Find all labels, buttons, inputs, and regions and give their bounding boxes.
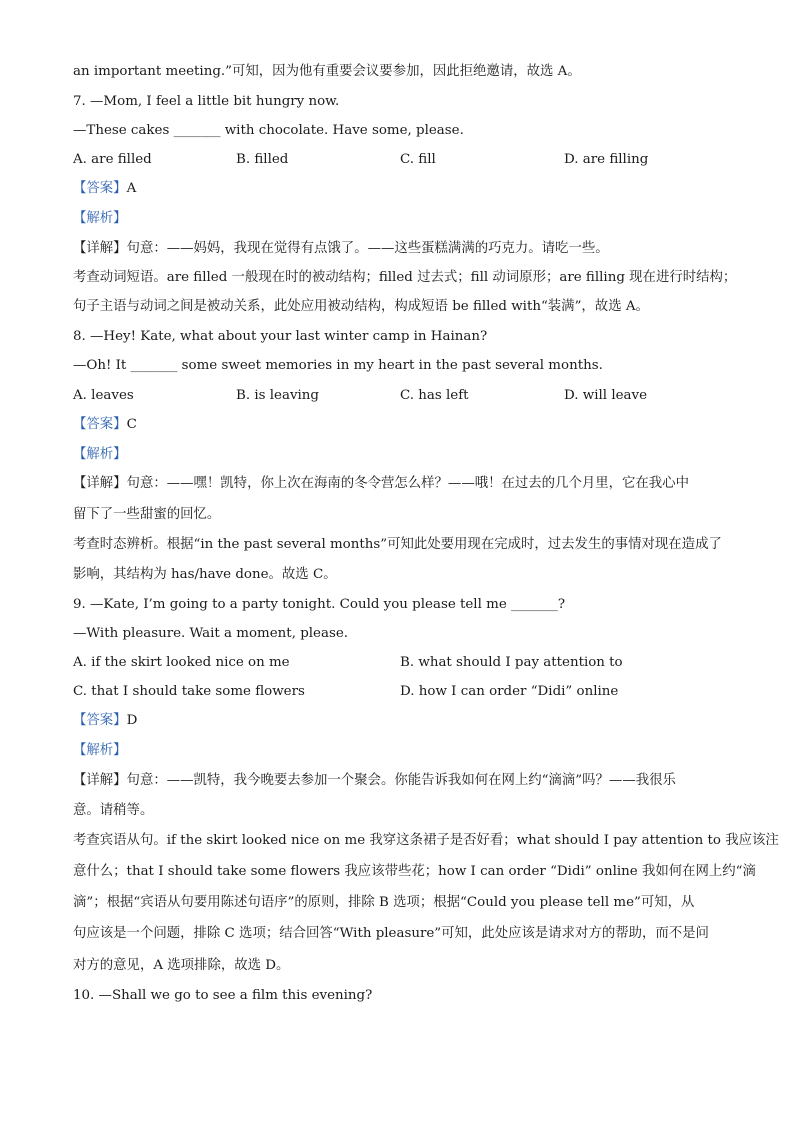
q9-option-a: A. if the skirt looked nice on me: [73, 655, 290, 670]
q8-option-b: B. is leaving: [236, 388, 319, 403]
q8-detail-3: 考查时态辨析。根据“in the past several months”可知此处要用现在完成时，过去发生的事情对现在造成了: [73, 537, 722, 552]
q7-option-b: B. filled: [236, 152, 289, 167]
answer-tag: 【答案】: [73, 713, 127, 728]
q9-detail-7: 对方的意见，A 选项排除，故选 D。: [73, 958, 290, 973]
q7-stem: 7. —Mom, I feel a little bit hungry now.: [73, 94, 340, 109]
q9-detail-2: 意。请稍等。: [73, 803, 154, 818]
q9-option-d: D. how I can order “Didi” online: [400, 684, 619, 699]
q7-detail-3: 句子主语与动词之间是被动关系，此处应用被动结构，构成短语 be filled with“装满”，故选 A。: [73, 299, 649, 314]
q8-reply: —Oh! It _______ some sweet memories in my heart in the past several months.: [73, 358, 603, 373]
q9-detail-4: 意什么；that I should take some flowers 我应该带些花；how I can order “Didi” online 我如何在网上约“滴: [73, 864, 756, 879]
q9-detail-6: 句应该是一个问题，排除 C 选项；结合回答“With pleasure”可知，此处应该是请求对方的帮助，而不是问: [73, 926, 709, 941]
q8-answer-value: C: [126, 417, 137, 432]
q8-stem: 8. —Hey! Kate, what about your last winter camp in Hainan?: [73, 329, 488, 344]
q9-stem: 9. —Kate, I’m going to a party tonight. Could you please tell me _______?: [73, 597, 566, 612]
q7-option-c: C. fill: [400, 152, 436, 167]
q9-answer: [73, 712, 137, 730]
analysis-tag: 【解析】: [73, 447, 127, 462]
q9-detail-5: 滴”；根据“宾语从句要用陈述句语序”的原则，排除 B 选项；根据“Could you please tell me”可知，从: [73, 895, 695, 910]
q8-option-d: D. will leave: [564, 388, 648, 403]
q8-analysis-tag: [73, 446, 127, 464]
q9-detail-3: 考查宾语从句。if the skirt looked nice on me 我穿这条裙子是否好看；what should I pay attention to 我应该注: [73, 833, 779, 848]
q9-option-c: C. that I should take some flowers: [73, 684, 305, 699]
answer-tag: 【答案】: [73, 417, 127, 432]
q8-detail-4: 影响，其结构为 has/have done。故选 C。: [73, 567, 337, 582]
q8-detail-1: 【详解】句意：——嘿！凯特，你上次在海南的冬令营怎么样？——哦！在过去的几个月里，它在我心中: [73, 476, 689, 491]
analysis-tag: 【解析】: [73, 211, 127, 226]
q9-reply: —With pleasure. Wait a moment, please.: [73, 626, 349, 641]
q9-answer-value: D: [126, 713, 138, 728]
q9-analysis-tag: [73, 742, 127, 760]
analysis-tag: 【解析】: [73, 743, 127, 758]
q8-option-a: A. leaves: [73, 388, 134, 403]
q7-reply: —These cakes _______ with chocolate. Have some, please.: [73, 123, 464, 138]
q8-option-c: C. has left: [400, 388, 469, 403]
q9-option-b: B. what should I pay attention to: [400, 655, 623, 670]
q8-answer: [73, 416, 137, 434]
continuation-line: an important meeting.”可知，因为他有重要会议要参加，因此拒绝邀请，故选 A。: [73, 64, 581, 79]
q7-answer: [73, 180, 136, 198]
q7-option-d: D. are filling: [564, 152, 649, 167]
q9-detail-1: 【详解】句意：——凯特，我今晚要去参加一个聚会。你能告诉我如何在网上约“滴滴”吗？——我很乐: [73, 773, 676, 788]
q7-answer-value: A: [126, 181, 137, 196]
answer-tag: 【答案】: [73, 181, 127, 196]
q8-detail-2: 留下了一些甜蜜的回忆。: [73, 507, 221, 522]
q7-option-a: A. are filled: [73, 152, 152, 167]
q7-detail-2: 考查动词短语。are filled 一般现在时的被动结构；filled 过去式；fill 动词原形；are filling 现在进行时结构；: [73, 270, 737, 285]
q10-stem: 10. —Shall we go to see a film this evening?: [73, 988, 373, 1003]
q7-analysis-tag: [73, 210, 127, 228]
q7-detail-1: 【详解】句意：——妈妈，我现在觉得有点饿了。——这些蛋糕满满的巧克力。请吃一些。: [73, 241, 609, 256]
